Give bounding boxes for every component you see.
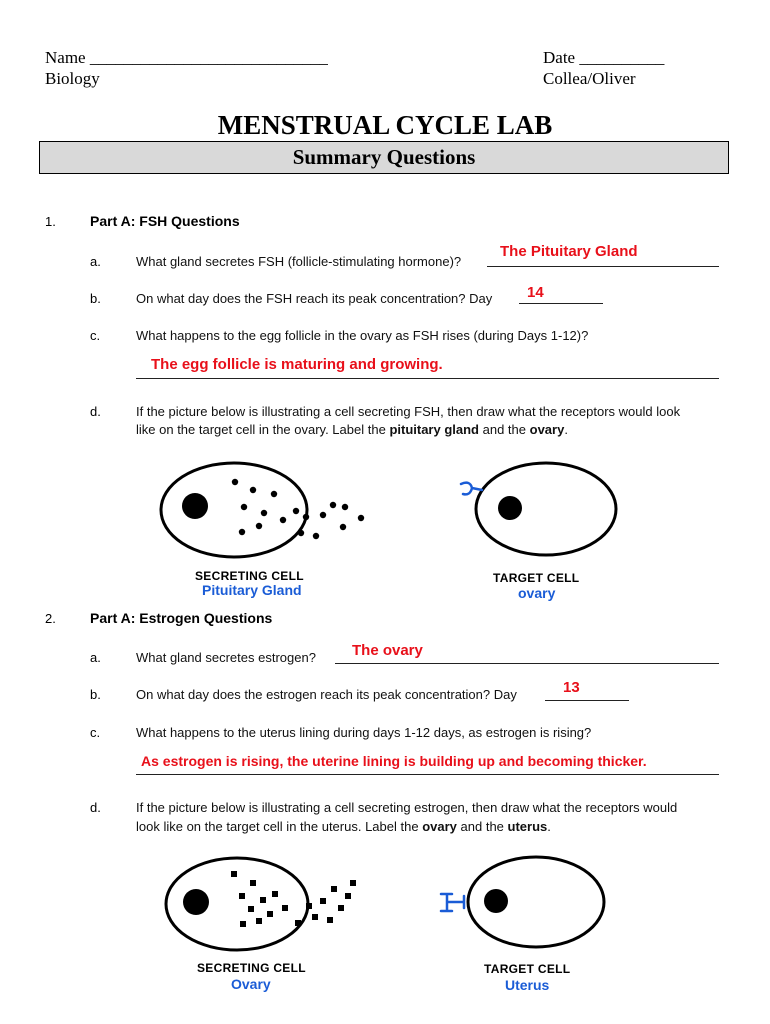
subtitle-banner: Summary Questions	[39, 141, 729, 174]
section-heading: Part A: Estrogen Questions	[90, 610, 273, 626]
receptor-drawing	[441, 894, 464, 911]
answer-text: 13	[563, 679, 580, 696]
question-text: What happens to the egg follicle in the ovary as FSH rises (during Days 1-12)?	[136, 328, 589, 343]
bold-term: uterus	[507, 819, 548, 834]
question-text: What gland secretes estrogen?	[136, 650, 316, 665]
question-letter: b.	[90, 291, 101, 306]
question-text-line1: If the picture below is illustrating a cell secreting FSH, then draw what the receptors would look	[136, 404, 681, 419]
bold-term: ovary	[422, 819, 457, 834]
text-mid: and the	[482, 422, 526, 437]
section-heading: Part A: FSH Questions	[90, 213, 240, 229]
teachers-label: Collea/Oliver	[543, 69, 636, 88]
question-text: On what day does the FSH reach its peak concentration? Day	[136, 291, 493, 306]
text-end: .	[547, 819, 551, 834]
target-cell-caption: TARGET CELL	[484, 962, 571, 976]
subject-label: Biology	[45, 69, 100, 88]
answer-text: The egg follicle is maturing and growing.	[151, 356, 443, 373]
answer-text: 14	[527, 284, 544, 301]
date-label: Date	[543, 48, 576, 67]
date-blank: __________	[579, 48, 665, 67]
question-letter: a.	[90, 650, 101, 665]
question-text: What gland secretes FSH (follicle-stimulating hormone)?	[136, 254, 462, 269]
target-cell-label: ovary	[518, 585, 556, 601]
text-mid: and the	[460, 819, 504, 834]
text-end: .	[564, 422, 568, 437]
name-blank: ____________________________	[89, 48, 328, 67]
secreting-cell	[166, 858, 356, 950]
secreting-cell-caption: SECRETING CELL	[195, 569, 304, 583]
question-text-line1: If the picture below is illustrating a cell secreting estrogen, then draw what the receptors would	[136, 800, 678, 815]
answer-text: The ovary	[352, 642, 423, 659]
secreting-cell-label: Ovary	[231, 976, 271, 992]
bold-term: pituitary gland	[389, 422, 479, 437]
page-title: MENSTRUAL CYCLE LAB	[217, 110, 553, 140]
hormone-squares	[231, 871, 356, 927]
secreting-cell-label: Pituitary Gland	[202, 582, 302, 598]
target-cell	[441, 857, 604, 947]
section-number: 1.	[45, 214, 56, 229]
text-prefix: look like on the target cell in the uterus. Label the	[136, 819, 419, 834]
question-letter: c.	[90, 725, 101, 740]
text-prefix: like on the target cell in the ovary. Label the	[136, 422, 386, 437]
question-letter: d.	[90, 800, 101, 815]
question-text: On what day does the estrogen reach its peak concentration? Day	[136, 687, 517, 702]
target-cell-label: Uterus	[505, 977, 550, 993]
question-letter: a.	[90, 254, 101, 269]
answer-text: As estrogen is rising, the uterine lining is building up and becoming thicker.	[141, 753, 647, 769]
section-number: 2.	[45, 611, 56, 626]
secreting-cell-caption: SECRETING CELL	[197, 961, 306, 975]
target-cell-caption: TARGET CELL	[493, 571, 580, 585]
question-text: What happens to the uterus lining during days 1-12 days, as estrogen is rising?	[136, 725, 592, 740]
question-letter: d.	[90, 404, 101, 419]
question-letter: b.	[90, 687, 101, 702]
bold-term: ovary	[529, 422, 565, 437]
name-label: Name	[45, 48, 86, 67]
question-letter: c.	[90, 328, 101, 343]
answer-text: The Pituitary Gland	[500, 243, 638, 260]
